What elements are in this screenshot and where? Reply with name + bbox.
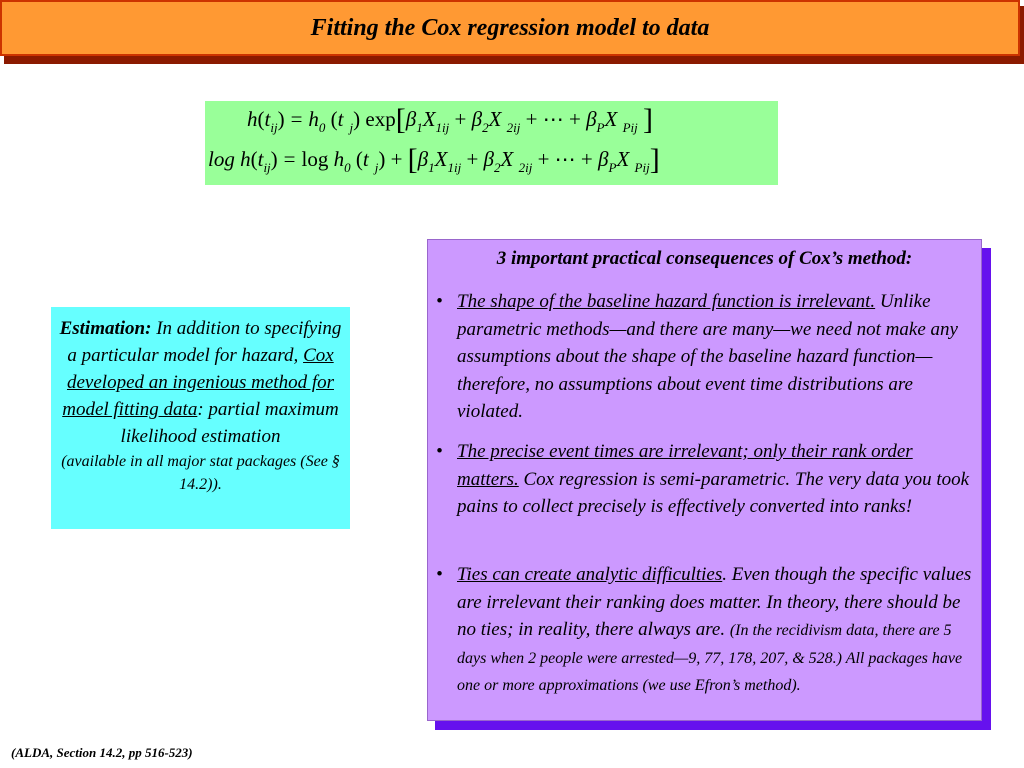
page-title: Fitting the Cox regression model to data: [310, 14, 710, 41]
consequence-item-1: The shape of the baseline hazard function is irrelevant. Unlike parametric methods—and there are many—we need not make any assumptions about the shape of the baseline hazard function—therefore, no assumptions about event time distributions are violated.: [457, 291, 958, 422]
consequences-heading: 3 important practical consequences of Cox’s method:: [496, 248, 913, 269]
bullet-icon: •: [436, 291, 443, 312]
consequences-box: [427, 239, 982, 721]
recidivism-note: (In the recidivism data, there are 5 days when 2 people were arrested—9, 77, 178, 207, & 528.) All packages have one or more approximations (we use Efron’s method).: [457, 622, 963, 694]
title-bar: [0, 0, 1020, 56]
consequence-item-2: The precise event times are irrelevant; only their rank order matters. Cox regression is semi-parametric. The very data you took pains to collect precisely is effectively converted into ranks!: [457, 441, 970, 517]
estimation-text-2: : partial maximum likelihood estimation: [120, 399, 339, 447]
estimation-heading: Estimation:: [59, 318, 152, 339]
equations-box: [205, 101, 778, 185]
equation-hazard: $h(t_{ij}) = h_0$ (t $_j$) $\exp[\beta_1X_{1ij} + \beta_2X$ $_{2ij}$ + ⋯ + $\beta_PX$ $_{Pij}$ ]: [247, 103, 653, 136]
consequence-item-3: Ties can create analytic difficulties. Even though the specific values are irrelevant their ranking does matter. In theory, there should be no ties; in reality, there always are. (In the recidivism data, there are 5 days when 2 people were arrested—9, 77, 178, 207, & 528.) All packages have one or more approximations (we use Efron’s method).: [457, 564, 972, 694]
equation-log-hazard: $\log h(t_{ij}) = \log h_0$ (t $_j) + [\beta_1X_{1ij} + \beta_2X$ $_{2ij}$ + ⋯ + $\beta_PX$ $_{Pij}$]: [208, 143, 660, 176]
bullet-icon: •: [436, 564, 443, 585]
estimation-text: In addition to specifying a particular model for hazard,: [67, 318, 342, 366]
estimation-note: (available in all major stat packages (See § 14.2)).: [61, 453, 340, 493]
estimation-underlined: Cox developed an ingenious method for model fitting data: [62, 345, 334, 420]
source-citation: (ALDA, Section 14.2, pp 516-523): [11, 745, 193, 760]
bullet-icon: •: [436, 441, 443, 462]
estimation-box: [51, 307, 350, 529]
